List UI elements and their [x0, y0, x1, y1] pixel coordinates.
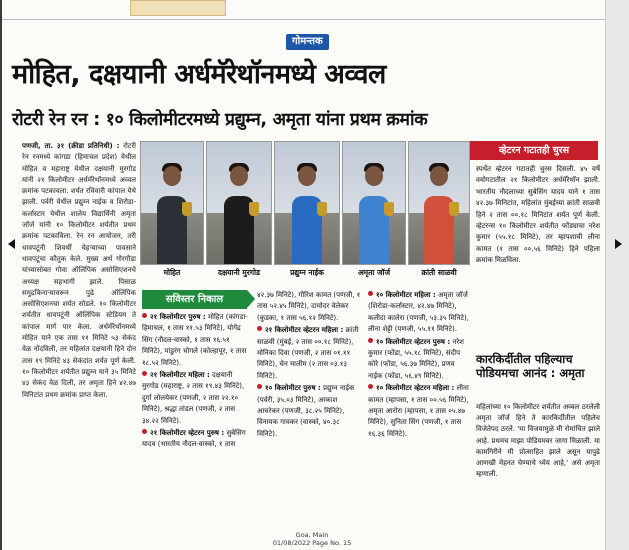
next-page-arrow-icon[interactable] — [615, 239, 622, 249]
page-footer — [202, 531, 422, 547]
result-entry: १० किलोमीटर महिला : अमृता जॉर्ज (शिरोडा-कर्लास्टार, ४२.४७ मिनिटे), कलीदा कालेरा (पणजी, ५३.३५ मिनिटे), लीना शेट्टी (पणजी, ५५.११ मिनिटे). — [368, 291, 469, 334]
photo-caption: क्रांती साळवी — [421, 268, 457, 277]
photo-caption: प्रद्युम्न नाईक — [290, 268, 324, 277]
photo-kranti — [408, 141, 470, 265]
dateline: पणजी, ता. ३१ (क्रीडा प्रतिनिधी) : — [22, 142, 120, 150]
lead-article-column — [22, 141, 136, 536]
winners-photo-strip — [140, 141, 470, 278]
masthead-badge: गोमन्तक — [286, 34, 329, 50]
previous-page-arrow-icon[interactable] — [8, 239, 15, 249]
result-entry: १० किलोमीटर व्हेटरन महिला : लीना कामत (म्हापसा, १ तास ००.५६ मिनिटे), अमृता आरोरा (म्हापसा, १ तास ०५.४७ मिनिटे), सुनिता सिंग (पणजी, १ तास १६.३६ मिनिटे). — [368, 384, 469, 438]
result-entry: २१ किलोमीटर व्हेटरन महिला : क्रांती साळवी (मुंबई, २ तास ००.१८ मिनिटे), मोनिका दिवा (पणजी, २ तास ०१.११ मिनिटे), चेन मालीम (२ तास ०३.१३ मिनिटे). — [257, 326, 359, 380]
photo-pradyumna — [274, 141, 340, 265]
results-section-title: सविस्तर निकाल — [142, 290, 247, 309]
photo-dakshayani — [206, 141, 272, 265]
subheadline: रोटरी रेन रन : १० किलोमीटरमध्ये प्रद्युम्न, अमृता यांना प्रथम क्रमांक — [12, 110, 428, 130]
results-column-1 — [142, 312, 250, 530]
viewer-scroll-rail[interactable] — [605, 0, 629, 550]
podium-article-body: महिलांच्या १० किलोमीटर शर्यतीत अव्वल ठरलेली अमृता जॉर्ज हिने ते कारकिर्दीतील पहिलेच विजेतेपद ठरले. 'या विजयामुळे मी रोमांचित झाले आहे. प्रथमच माझा पोडियमवर जागा मिळाली. या कामगिरीने मी प्रोत्साहित झाले असून यापुढे आणखी मेहनत घेण्याचे ध्येय आहे,' असे अमृता म्हणाली. — [476, 403, 600, 479]
headline: मोहित, दक्षयानी अर्धमॅरेथॉनमध्ये अव्वल — [12, 59, 386, 90]
date-page-label: 01/08/2022 Page No. 15 — [272, 539, 352, 547]
result-entry: २१ किलोमीटर महिला : दक्षयानी मुरगोड (महाराष्ट्र, २ तास १९.४३ मिनिटे), दुर्गा लोलयेकर (पणजी, २ तास २२.१० मिनिटे), श्रद्धा तांडल (पणजी, २ तास ३४.२२ मिनिटे). — [142, 371, 245, 425]
photo-amruta — [342, 141, 406, 265]
result-entry: १० किलोमीटर पुरुष : प्रद्युम्न नाईक (पर्वरी, ३५.०३ मिनिटे), आकाश आचरेकर (पणजी, ३८.२५ मिनिटे), विनायक गावकर (वास्को, ४०.३८ मिनिटे). — [257, 384, 355, 438]
section-logo — [130, 0, 226, 16]
result-entry: ४२.३७ मिनिटे), गौरिश कामत (पणजी, १ तास ५२.४५ मिनिटे), दामोदर वेलेकर (कुडका, १ तास ५६.१२ मिनिटे). — [257, 291, 361, 322]
photo-mohit — [140, 141, 204, 265]
lead-body: रोटरी रेन रनमध्ये कांगडा (हिमाचल प्रदेश) येथील मोहित व महाराष्ट्र येथील दक्षयानी मुरगोड यांनी २१ किलोमीटर अर्धमॅरेथॉनमध्ये अव्वल क्रमांक पटकावला. शर्यत रविवारी कांपाल येथे झाली. पर्वरी येथील प्रद्युम्न नाईक व शिरोडा-कर्लास्टार येथील शालेय विद्यार्थिनी अमृता जॉर्ज यांनी १० किलोमीटर शर्यतीत प्रथम क्रमांक पटकाविला. रेन रन आयोजन, तरी धावपटूंनी शिवर्थी चेहऱ्याच्या पावसाने धावपटूंचा कौतुक केले. मुख्य अर्थ गोरगौडा यांच्यासोबत गोवा ऑलिंपिक असोसिएशनचे अध्यक्ष सहभागी झाले. पिसाळ समुद्रकिनाऱ्यावरून पुढे ऑलिंपिक असोसिएशनचा शर्यत सोडले. १० किलोमीटर शर्यतीत धावपटूंनी ऑलिंपिक स्टेडियम ते कांपाल मार्ग पार केला. अर्धमॅरेथॉनमध्ये मोहित याने एक तास ११ मिनिटे ५३ सेकंद वेळ नोंदविली, तर महिलांत दक्षयानी हिने दोन तास १९ मिनिटे ४३ सेकंदांत शर्यत पूर्ण केली. १० किलोमीटर शर्यतीत प्रद्युम्न याने ३५ मिनिटे ४३ सेकंद वेळ दिली, तर अमृता हिने ४२.४७ मिनिटांत प्रथम क्रमांक प्राप्त केला. — [22, 142, 136, 399]
result-entry: २१ किलोमीटर व्हेटरन पुरुष : सुबेसिंग यादव (भारतीय नौदल-वास्को, १ तास — [142, 429, 246, 449]
result-entry: २१ किलोमीटर पुरुष : मोहित (कांगडा-हिमाचल, १ तास ११.५३ मिनिटे), योगेंद्र सिंग (नौदल-वास्को, १ तास १६.५१ मिनिटे), पांडुरंग चोगले (कोल्हापूर, १ तास १८.५२ मिनिटे). — [142, 313, 248, 367]
podium-section-title: कारकिर्दीतील पहिल्याच पोडियमचा आनंद : अमृता — [476, 352, 585, 380]
newspaper-page — [2, 0, 605, 550]
result-entry: १० किलोमीटर व्हेटरन पुरुष : नरेश कुमार (फोंडा, ५५.१८ मिनिटे), संदीप कोरे (फोंडा, ५६.३७ मिनिटे), प्रणव नाईक (फोंडा, ५६.४९ मिनिटे). — [368, 337, 464, 380]
previous-article-strip — [2, 0, 605, 20]
veteran-section-title: व्हेटरन गटातही चुरस — [470, 141, 598, 160]
photo-caption: दक्षयानी मुरगोड — [217, 268, 261, 277]
veteran-article-body: स्पर्धेत व्हेटरन गटातही चुरस दिसली. ४५ वर्षे वयोगटातील २१ किलोमीटर अर्धमॅरेथॉन झाली. भारतीय नौदलाच्या सुबेसिंग यादव याने १ तास ४२.३७ मिनिटांत, महिलांत मुंबईच्या क्रांती साळवी हिने २ तास ००.१८ मिनिटांत शर्यत पूर्ण केली. व्हेटरन्स १० किलोमीटर शर्यतीत फोंड्याचा नरेश कुमार (५५.१८ मिनिटे), तर म्हापशाची लीना कामत (१ तास ००.५६ मिनिटे) हिने पहिला क्रमांक मिळविला. — [476, 165, 600, 265]
photo-caption: अमृता जॉर्ज — [357, 268, 391, 277]
results-column-3 — [368, 290, 470, 530]
photo-caption: मोहित — [163, 268, 181, 277]
edition-label: Goa, Main — [295, 531, 329, 539]
results-column-2 — [257, 290, 362, 530]
